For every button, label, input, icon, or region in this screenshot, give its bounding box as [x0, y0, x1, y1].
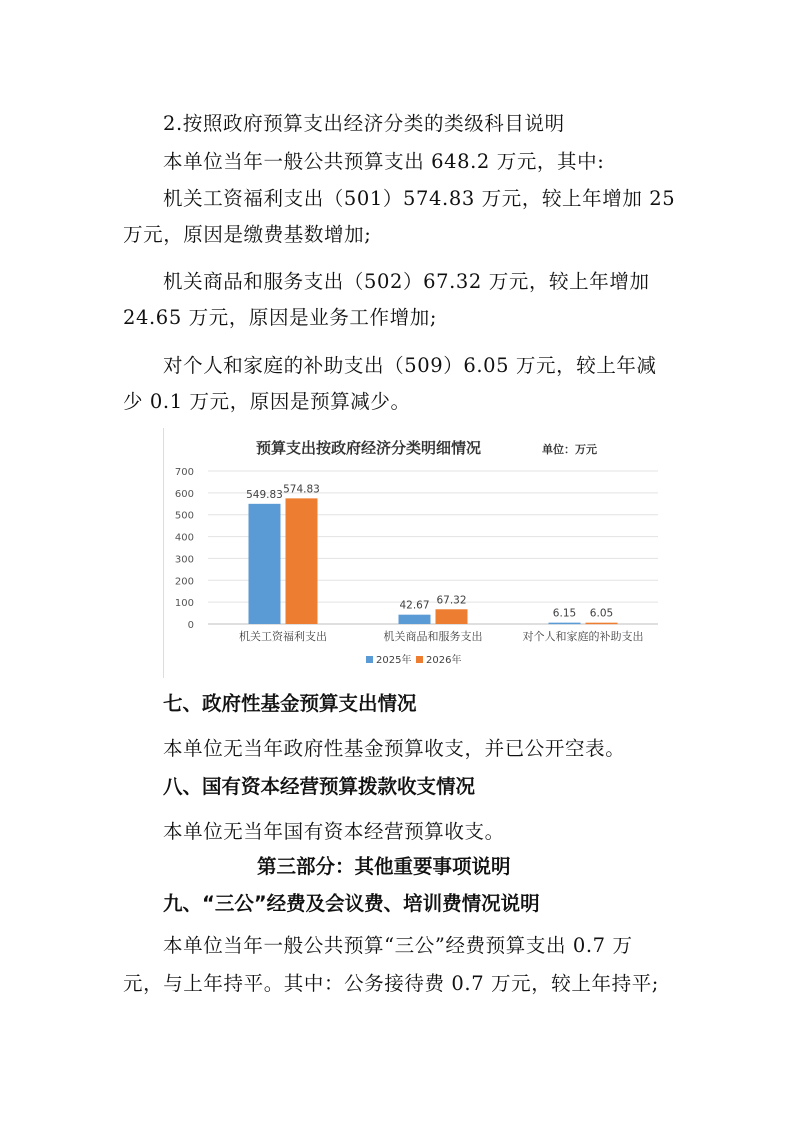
- y-tick-label: 700: [174, 467, 194, 478]
- section7-body: 本单位无当年政府性基金预算收支，并已公开空表。: [163, 737, 626, 760]
- legend-swatch: [416, 656, 423, 663]
- bar-2025: [249, 504, 281, 624]
- y-tick-label: 600: [174, 488, 194, 500]
- item-502: [123, 264, 673, 336]
- item-509: [123, 348, 673, 420]
- y-tick-label: 0: [187, 620, 194, 631]
- data-label: 574.83: [283, 483, 320, 496]
- bar-2026: [436, 609, 468, 624]
- y-tick-label: 100: [174, 598, 194, 610]
- chart-unit-label: 单位：万元: [542, 443, 597, 456]
- bar-2026: [586, 623, 618, 625]
- item-509-line1: 对个人和家庭的补助支出（509）6.05 万元，较上年减: [163, 354, 657, 377]
- section9-line1: 本单位当年一般公共预算“三公”经费预算支出 0.7 万: [163, 934, 633, 957]
- data-label: 42.67: [399, 599, 430, 612]
- data-label: 549.83: [246, 488, 283, 501]
- data-label: 6.15: [552, 607, 577, 620]
- chart-container: [163, 428, 674, 678]
- bar-2026: [286, 498, 318, 624]
- category-label: 机关商品和服务支出: [383, 630, 483, 643]
- data-label: 6.05: [589, 607, 614, 620]
- y-tick-label: 200: [174, 576, 194, 588]
- item-509-line2: 少 0.1 万元，原因是预算减少。: [123, 390, 411, 413]
- item-501: [123, 181, 676, 253]
- section8-body: 本单位无当年国有资本经营预算收支。: [163, 820, 505, 843]
- legend-label: 2026年: [426, 655, 462, 666]
- y-tick-label: 500: [174, 510, 194, 522]
- y-tick-label: 400: [174, 532, 194, 544]
- bar-2025: [549, 623, 581, 625]
- chart-title: 预算支出按政府经济分类明细情况: [256, 439, 482, 457]
- item-501-line2: 万元，原因是缴费基数增加;: [123, 223, 372, 246]
- y-tick-label: 300: [174, 554, 194, 566]
- part3-heading: 第三部分：其他重要事项说明: [257, 855, 511, 878]
- section7-heading: 七、政府性基金预算支出情况: [163, 692, 417, 715]
- section-b2-title: 2.按照政府预算支出经济分类的类级科目说明: [163, 112, 565, 135]
- item-502-line1: 机关商品和服务支出（502）67.32 万元，较上年增加: [163, 270, 650, 293]
- budget-chart: [164, 428, 674, 678]
- legend-swatch: [366, 656, 373, 663]
- legend-label: 2025年: [376, 655, 412, 666]
- section9-heading: 九、“三公”经费及会议费、培训费情况说明: [163, 892, 540, 915]
- item-501-line1: 机关工资福利支出（501）574.83 万元，较上年增加 25: [163, 187, 676, 210]
- item-502-line2: 24.65 万元，原因是业务工作增加;: [123, 306, 437, 329]
- section-b2-intro: 本单位当年一般公共预算支出 648.2 万元，其中:: [163, 150, 605, 173]
- section8-heading: 八、国有资本经营预算拨款收支情况: [163, 775, 476, 798]
- category-label: 对个人和家庭的补助支出: [522, 630, 644, 643]
- section9-line2: 元，与上年持平。其中：公务接待费 0.7 万元，较上年持平;: [123, 972, 659, 995]
- bar-2025: [399, 615, 431, 624]
- category-label: 机关工资福利支出: [239, 630, 327, 643]
- data-label: 67.32: [436, 594, 467, 607]
